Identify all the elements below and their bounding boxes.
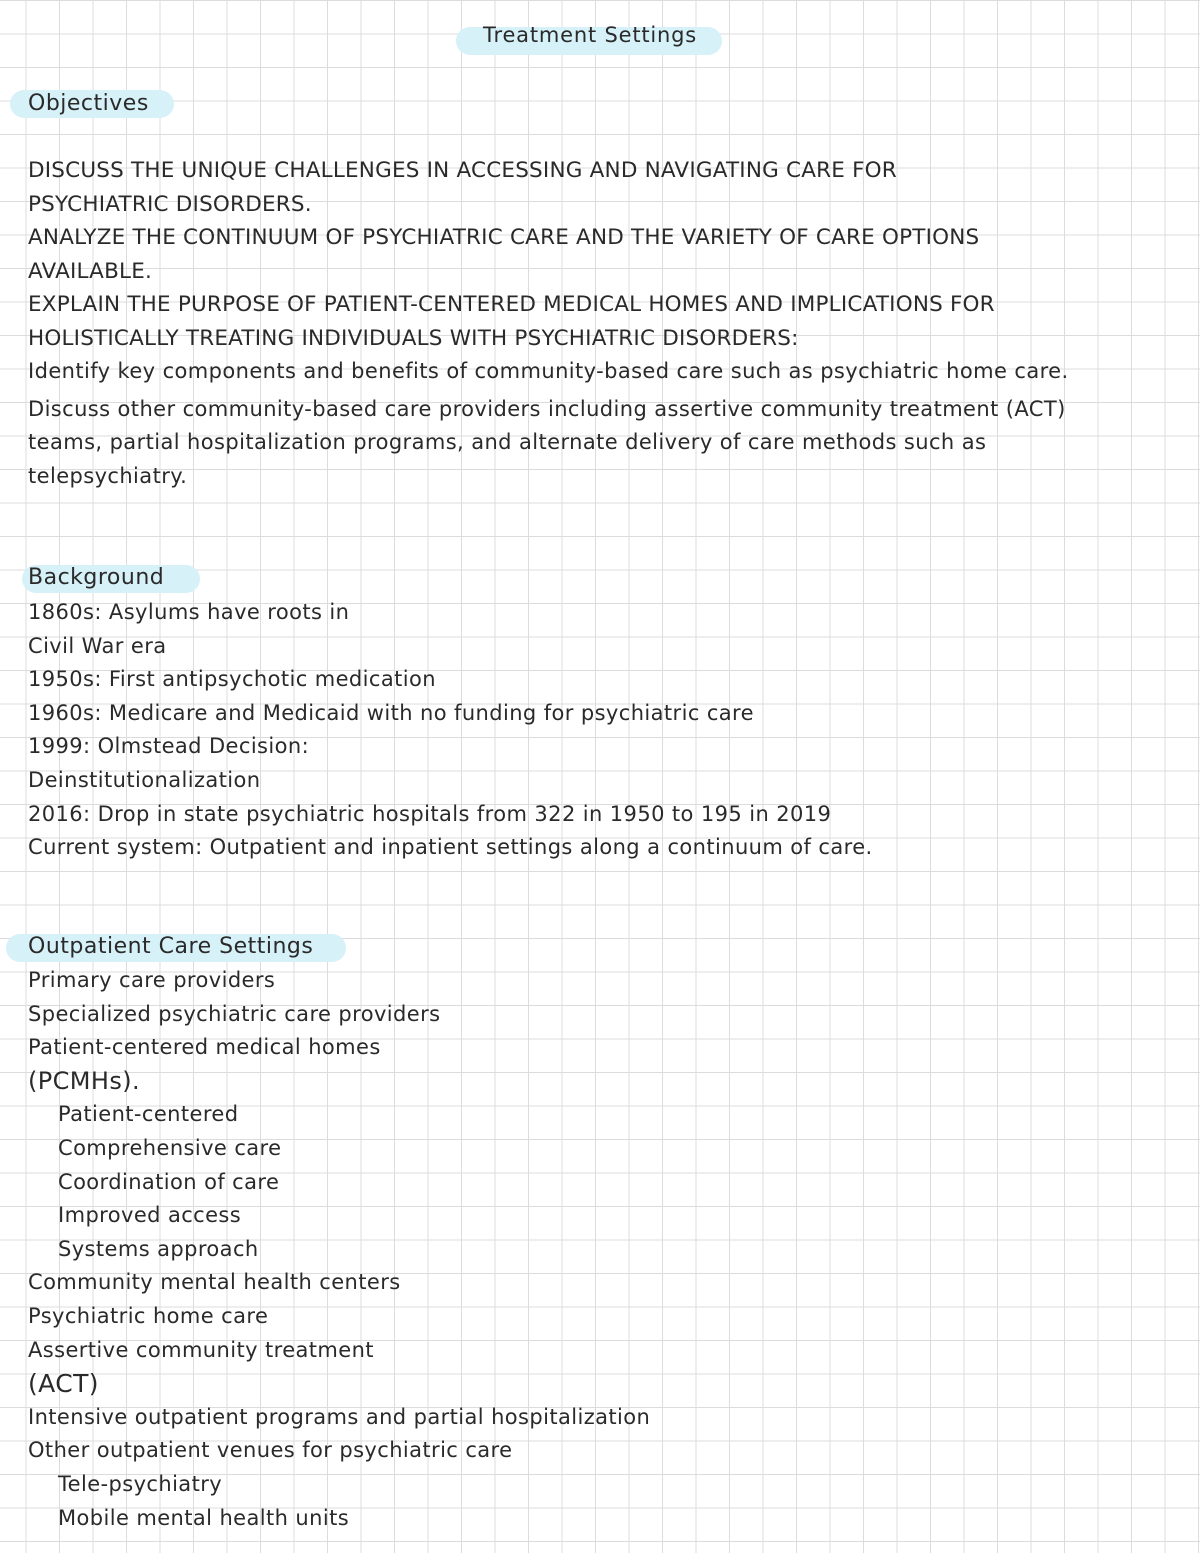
outpatient-list bbox=[28, 964, 650, 1535]
objectives-sublist bbox=[28, 355, 1069, 493]
background-line: 1950s: First antipsychotic medication bbox=[28, 667, 436, 692]
outpatient-subline: Coordination of care bbox=[58, 1169, 280, 1194]
objective-line: Discuss other community-based care providers including assertive community treatment (ACT) bbox=[28, 396, 1066, 421]
outpatient-heading: Outpatient Care Settings bbox=[28, 934, 314, 959]
objectives-list bbox=[28, 154, 995, 356]
outpatient-line: Primary care providers bbox=[28, 968, 276, 992]
background-line: 1860s: Asylums have roots in bbox=[28, 600, 350, 624]
objectives-heading: Objectives bbox=[28, 91, 149, 116]
objective-line: teams, partial hospitalization programs, and alternate delivery of care methods such as bbox=[28, 430, 987, 455]
background-list bbox=[28, 596, 873, 865]
outpatient-line: Other outpatient venues for psychiatric care bbox=[28, 1438, 513, 1463]
background-line: 1999: Olmstead Decision: bbox=[28, 734, 310, 759]
objective-line: DISCUSS THE UNIQUE CHALLENGES IN ACCESSING AND NAVIGATING CARE FOR bbox=[28, 158, 897, 183]
outpatient-subline: Mobile mental health units bbox=[58, 1505, 350, 1530]
outpatient-subline: Patient-centered bbox=[58, 1102, 239, 1127]
objective-line: EXPLAIN THE PURPOSE OF PATIENT-CENTERED MEDICAL HOMES AND IMPLICATIONS FOR bbox=[28, 292, 995, 318]
outpatient-subline: Improved access bbox=[58, 1203, 242, 1228]
background-line: 1960s: Medicare and Medicaid with no funding for psychiatric care bbox=[28, 700, 754, 725]
objective-line: PSYCHIATRIC DISORDERS. bbox=[28, 191, 312, 217]
outpatient-line: Specialized psychiatric care providers bbox=[28, 1001, 441, 1026]
outpatient-subline: Tele-psychiatry bbox=[58, 1471, 223, 1496]
objective-line: ANALYZE THE CONTINUUM OF PSYCHIATRIC CARE AND THE VARIETY OF CARE OPTIONS bbox=[28, 225, 980, 251]
objective-line: AVAILABLE. bbox=[28, 258, 153, 284]
page-title: Treatment Settings bbox=[482, 23, 698, 47]
outpatient-line: Intensive outpatient programs and partial hospitalization bbox=[28, 1404, 651, 1429]
objective-line: telepsychiatry. bbox=[28, 463, 188, 488]
outpatient-line: (PCMHs). bbox=[28, 1066, 141, 1095]
background-line: Current system: Outpatient and inpatient settings along a continuum of care. bbox=[28, 835, 873, 860]
outpatient-subline: Comprehensive care bbox=[58, 1135, 282, 1160]
background-line: Deinstitutionalization bbox=[28, 767, 261, 792]
background-heading: Background bbox=[28, 565, 165, 590]
outpatient-line: Psychiatric home care bbox=[28, 1303, 269, 1328]
outpatient-subline: Systems approach bbox=[58, 1236, 259, 1261]
objective-line: HOLISTICALLY TREATING INDIVIDUALS WITH PSYCHIATRIC DISORDERS: bbox=[28, 325, 799, 351]
background-line: 2016: Drop in state psychiatric hospitals from 322 in 1950 to 195 in 2019 bbox=[28, 801, 832, 826]
outpatient-line: Community mental health centers bbox=[28, 1270, 401, 1295]
objective-line: Identify key components and benefits of community-based care such as psychiatric home care. bbox=[28, 359, 1069, 383]
outpatient-line: (ACT) bbox=[28, 1369, 99, 1399]
outpatient-line: Patient-centered medical homes bbox=[28, 1035, 381, 1060]
background-line: Civil War era bbox=[28, 633, 167, 658]
outpatient-line: Assertive community treatment bbox=[28, 1337, 374, 1362]
